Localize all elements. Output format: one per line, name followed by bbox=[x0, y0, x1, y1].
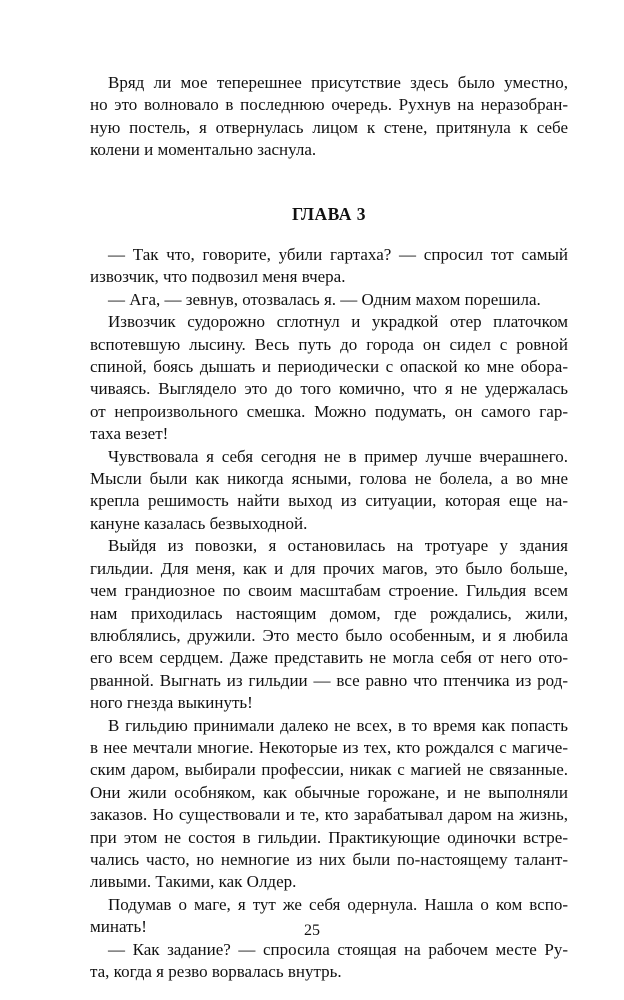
text-line: при этом не состоя в гильдии. Практикующие одиночки встре- bbox=[90, 827, 568, 847]
paragraph bbox=[90, 939, 568, 984]
text-line: кануне казалась безвыходной. bbox=[90, 513, 308, 533]
text-line: рванной. Выгнать из гильдии — все равно что птенчика из род- bbox=[90, 670, 568, 690]
text-line: та, когда я резво ворвалась внутрь. bbox=[90, 962, 342, 981]
page-number: 25 bbox=[304, 922, 320, 939]
text-line: таха везет! bbox=[90, 424, 169, 444]
text-line: вспотевшую лысину. Весь путь до города он сидел с ровной bbox=[90, 334, 568, 354]
paragraph bbox=[90, 446, 568, 536]
text-line: крепла решимость найти выход из ситуации, которая еще на- bbox=[90, 491, 568, 511]
text-line: — Как задание? — спросила стоящая на рабочем месте Ру- bbox=[108, 939, 568, 959]
text-line: чиваясь. Выглядело это до того комично, что я не удержалась bbox=[90, 379, 568, 399]
text-line: Выйдя из повозки, я остановилась на тротуаре у здания bbox=[108, 536, 568, 556]
paragraph bbox=[90, 244, 568, 289]
text-line: в нее мечтали многие. Некоторые из тех, кто рождался с магиче- bbox=[90, 737, 568, 757]
text-line: Подумав о маге, я тут же себя одернула. Нашла о ком вспо- bbox=[108, 894, 568, 914]
paragraph bbox=[90, 72, 568, 162]
chapter-body bbox=[90, 244, 568, 983]
text-line: заказов. Но существовали и те, кто зарабатывал даром на жизнь, bbox=[90, 805, 568, 825]
text-line: Мысли были как никогда ясными, голова не болела, а во мне bbox=[90, 469, 568, 489]
text-line: влюблялись, дружили. Это место было особенным, и я любила bbox=[90, 625, 568, 645]
text-line: от непроизвольного смешка. Можно подумать, он самого гар- bbox=[90, 401, 568, 421]
text-line: В гильдию принимали далеко не всех, в то время как попасть bbox=[108, 715, 568, 735]
paragraph bbox=[90, 715, 568, 894]
opening-paragraph-block bbox=[90, 72, 568, 162]
text-line: но это волновало в последнюю очередь. Рухнув на неразобран- bbox=[90, 95, 568, 115]
text-line: спиной, боясь дышать и периодически с опаской ко мне обора- bbox=[90, 357, 568, 377]
paragraph bbox=[90, 535, 568, 714]
text-line: Чувствовала я себя сегодня не в пример лучше вчерашнего. bbox=[108, 446, 568, 466]
text-line: гильдии. Для меня, как и для прочих магов, это было больше, bbox=[90, 558, 568, 578]
text-line: чались часто, но немногие из них были по-настоящему талант- bbox=[90, 849, 568, 869]
text-line: ским даром, выбирали профессии, никак с магией не связанные. bbox=[90, 760, 568, 780]
text-line: ливыми. Такими, как Олдер. bbox=[90, 872, 297, 892]
text-line: его всем сердцем. Даже представить не могла себя от него ото- bbox=[90, 648, 568, 668]
text-line: колени и моментально заснула. bbox=[90, 140, 317, 160]
text-line: ную постель, я отвернулась лицом к стене, притянула к себе bbox=[90, 117, 568, 137]
text-line: извозчик, что подвозил меня вчера. bbox=[90, 267, 346, 287]
text-line: Вряд ли мое теперешнее присутствие здесь было уместно, bbox=[108, 73, 568, 92]
text-line: — Так что, говорите, убили гартаха? — спросил тот самый bbox=[108, 245, 568, 264]
chapter-title: ГЛАВА 3 bbox=[291, 204, 366, 224]
text-line: нам приходилась настоящим домом, где рождались, жили, bbox=[90, 603, 568, 623]
text-line: ного гнезда выкинуть! bbox=[90, 693, 253, 713]
text-line: — Ага, — зевнув, отозвалась я. — Одним махом порешила. bbox=[108, 289, 541, 309]
text-line: чем грандиозное по своим масштабам строение. Гильдия всем bbox=[90, 581, 568, 601]
paragraph bbox=[90, 311, 568, 445]
text-line: минать! bbox=[90, 917, 147, 937]
text-line: Они жили особняком, как обычные горожане, и не выполняли bbox=[90, 782, 568, 802]
text-line: Извозчик судорожно сглотнул и украдкой отер платочком bbox=[108, 312, 568, 332]
paragraph bbox=[90, 289, 568, 311]
